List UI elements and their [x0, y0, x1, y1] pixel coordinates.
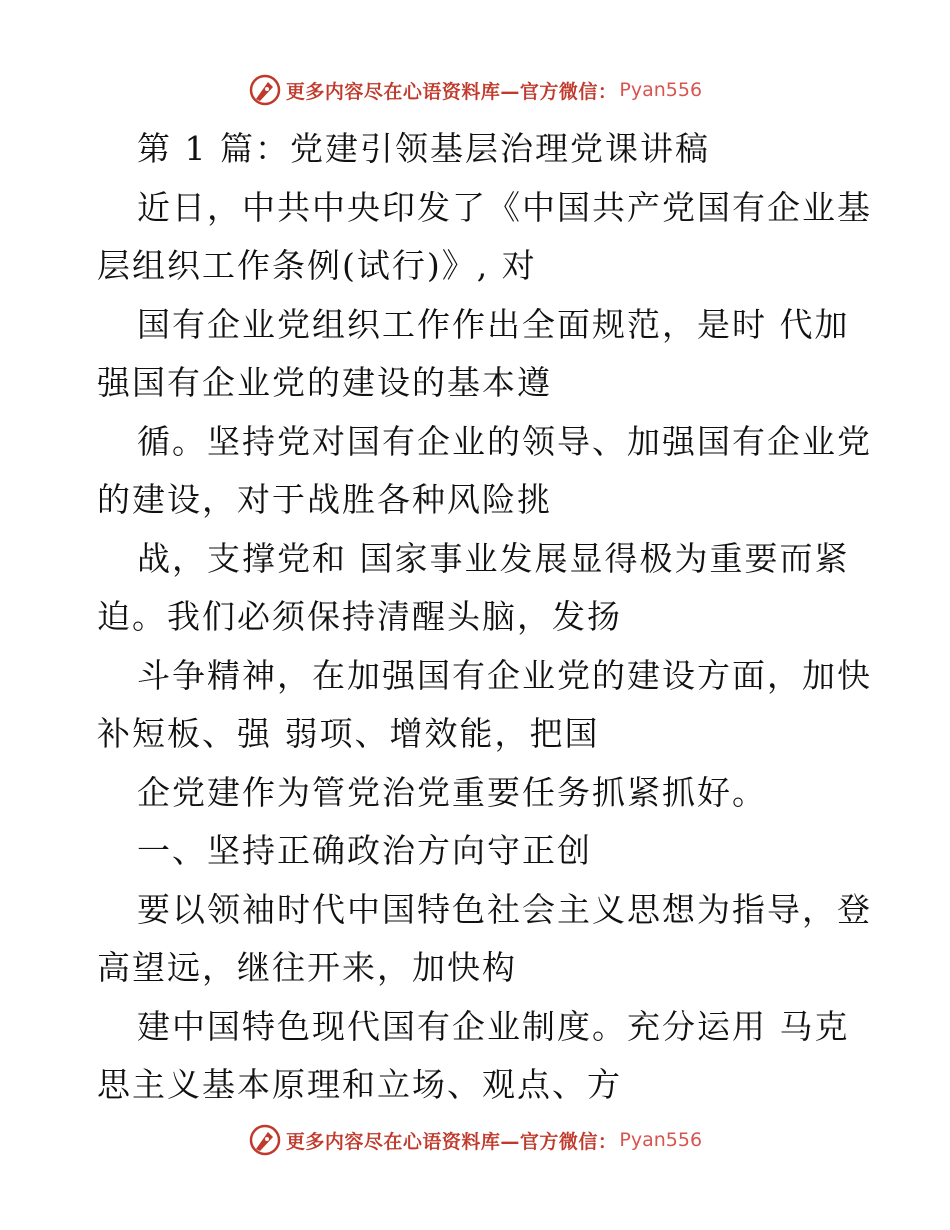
banner-text: 更多内容尽在心语资料库—官方微信： [285, 80, 618, 103]
banner-contact: Pyan556 [619, 79, 703, 101]
paragraph-line: 补短板、强 弱项、增效能，把国 [97, 714, 600, 753]
banner-text: 更多内容尽在心语资料库—官方微信： [285, 1130, 618, 1153]
paragraph-line: 层组织工作条例(试行)》, 对 [97, 246, 537, 285]
paragraph-line: 高望远，继往开来，加快构 [97, 948, 517, 987]
paragraph-line: 迫。我们必须保持清醒头脑，发扬 [97, 597, 622, 636]
paragraph-line: 国有企业党组织工作作出全面规范，是时 代加 [137, 304, 850, 344]
paragraph-line: 强国有企业党的建设的基本遵 [97, 363, 552, 402]
section-heading: 一、坚持正确政治方向守正创 [137, 831, 592, 870]
banner-contact: Pyan556 [619, 1129, 703, 1151]
paragraph-line: 要以领袖时代中国特色社会主义思想为指导，登 [137, 889, 872, 929]
paragraph-line: 思主义基本原理和立场、观点、方 [97, 1065, 622, 1104]
paragraph-line: 企党建作为管党治党重要任务抓紧抓好。 [137, 772, 767, 812]
footer-watermark-banner [0, 1120, 950, 1160]
header-watermark-banner [0, 70, 950, 110]
paragraph-line: 的建设，对于战胜各种风险挑 [97, 480, 552, 519]
pen-nib-logo-icon [248, 73, 282, 107]
paragraph-line: 战，支撑党和 国家事业发展显得极为重要而紧 [137, 538, 850, 578]
paragraph-line: 建中国特色现代国有企业制度。充分运用 马克 [137, 1006, 850, 1046]
document-body [97, 120, 872, 1115]
paragraph-line: 近日，中共中央印发了《中国共产党国有企业基 [137, 187, 872, 227]
paragraph-line: 循。坚持党对国有企业的领导、加强国有企业党 [137, 421, 872, 461]
document-title: 第 1 篇：党建引领基层治理党课讲稿 [137, 129, 710, 168]
pen-nib-logo-icon [248, 1123, 282, 1157]
paragraph-line: 斗争精神，在加强国有企业党的建设方面，加快 [137, 655, 872, 695]
